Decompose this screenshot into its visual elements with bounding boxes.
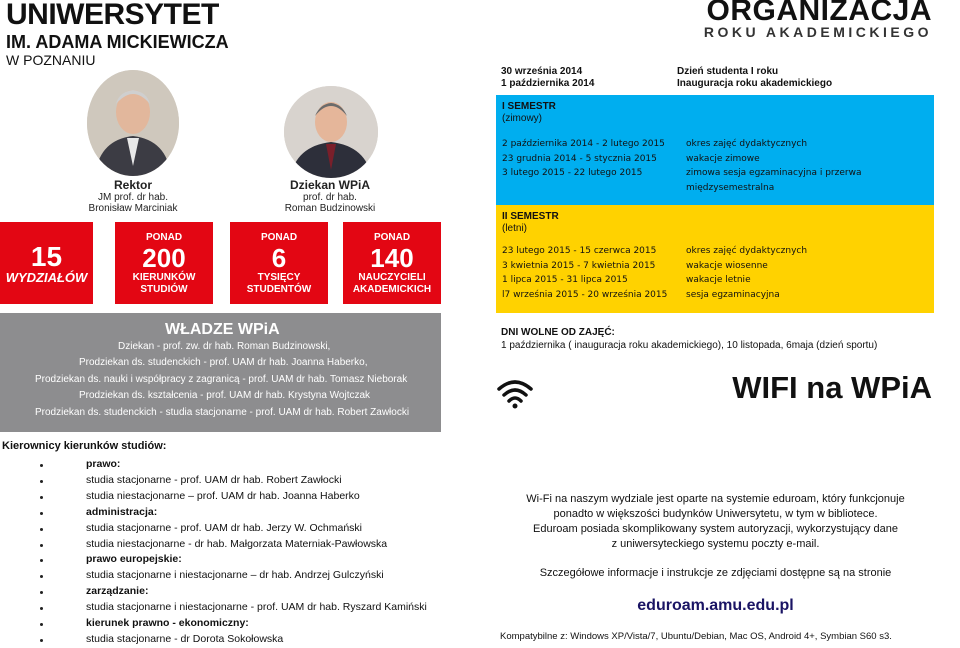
stat-faculties: [0, 222, 93, 304]
stat-students: [230, 222, 328, 304]
stat-label: NAUCZYCIELI: [358, 272, 426, 283]
free-days-title: DNI WOLNE OD ZAJĘĆ:: [501, 327, 615, 338]
semester-events: [686, 137, 861, 195]
stat-label: AKADEMICKICH: [352, 284, 432, 295]
program-heading: prawo europejskie:: [86, 553, 182, 566]
summer-semester-panel: [496, 205, 934, 313]
rector-degree: JM prof. dr hab.: [97, 192, 169, 203]
coordinator-line: studia stacjonarne - prof. UAM dr hab. Robert Zawłocki: [86, 473, 342, 486]
stat-label: STUDIÓW: [140, 284, 188, 295]
university-subtitle: IM. ADAMA MICKIEWICZA: [6, 32, 229, 52]
authority-line: Dziekan - prof. zw. dr hab. Roman Budzinowski,: [118, 341, 331, 352]
stat-number: 15: [30, 241, 63, 272]
date-line: 23 grudnia 2014 - 5 stycznia 2015: [502, 153, 657, 164]
dean-degree: prof. dr hab.: [303, 192, 357, 203]
university-city: W POZNANIU: [6, 52, 96, 68]
winter-semester-panel: [496, 95, 934, 207]
bullet: [40, 559, 43, 562]
semester-title: II SEMESTR: [502, 211, 559, 222]
wifi-line: Wi-Fi na naszym wydziale jest oparte na systemie eduroam, który funkcjonuje: [526, 493, 905, 505]
semester-note: (zimowy): [502, 113, 542, 124]
event-line: wakacje wiosenne: [686, 260, 768, 271]
wifi-title: WIFI na WPiA: [732, 370, 932, 405]
wifi-compat: Kompatybilne z: Windows XP/Vista/7, Ubuntu/Debian, Mac OS, Android 4+, Symbian S60 s3.: [500, 631, 892, 642]
coordinator-line: studia stacjonarne - dr Dorota Sokołowska: [86, 632, 284, 645]
bullet: [40, 639, 43, 642]
portrait-icon: [284, 86, 378, 178]
event-line: wakacje letnie: [686, 275, 751, 285]
rector-photo: [87, 70, 179, 176]
event-line: Inauguracja roku akademickiego: [677, 78, 833, 89]
semester-heading: [502, 101, 556, 125]
semester-dates: [502, 137, 665, 181]
event-line: okres zajęć dydaktycznych: [686, 246, 808, 256]
coordinator-line: studia stacjonarne i niestacjonarne – dr hab. Andrzej Gulczyński: [86, 569, 384, 582]
date-line: 2 października 2014 - 2 lutego 2015: [502, 139, 665, 149]
bullet: [40, 591, 43, 594]
dean-title: Dziekan WPiA: [289, 178, 370, 192]
dean-name: Roman Budzinowski: [284, 203, 376, 214]
event-line: międzysemestralna: [686, 182, 775, 193]
date-line: 3 kwietnia 2015 - 7 kwietnia 2015: [502, 260, 656, 271]
dean-caption: [260, 178, 400, 214]
bullet: [40, 544, 43, 547]
event-line: okres zajęć dydaktycznych: [686, 139, 808, 149]
authority-line: Prodziekan ds. studenckich - studia stacjonarne - prof. UAM dr hab. Robert Zawłocki: [35, 407, 410, 418]
wifi-line: Eduroam posiada skomplikowany system autoryzacji, wykorzystujący dane: [533, 523, 898, 535]
program-heading: prawo:: [86, 458, 121, 470]
stat-label: WYDZIAŁÓW: [5, 270, 88, 285]
bullet: [40, 607, 43, 610]
date-line: 1 lipca 2015 - 31 lipca 2015: [502, 275, 628, 285]
stat-label: STUDENTÓW: [246, 284, 312, 295]
stat-number: 200: [142, 243, 186, 273]
stat-number: 6: [271, 243, 287, 273]
program-heading: administracja:: [86, 505, 158, 518]
stat-prefix: PONAD: [260, 232, 298, 243]
bullet: [40, 496, 43, 499]
stat-programs: [115, 222, 213, 304]
event-line: Dzień studenta I roku: [677, 66, 779, 77]
date-line: 1 października 2014: [501, 78, 595, 89]
rector-name: Bronisław Marciniak: [88, 203, 178, 214]
date-line: 30 września 2014: [501, 66, 583, 77]
date-line: 3 lutego 2015 - 22 lutego 2015: [502, 168, 643, 178]
authorities-panel: [0, 313, 441, 432]
rector-title: Rektor: [113, 178, 152, 192]
authority-line: Prodziekan ds. studenckich - prof. UAM dr hab. Joanna Haberko,: [79, 357, 368, 368]
bullet: [40, 480, 43, 483]
rector-caption: [70, 178, 196, 214]
authorities-title: WŁADZE WPiA: [165, 321, 280, 338]
wifi-line: ponadto w większości budynków Uniwersytetu, w tym w bibliotece.: [553, 508, 878, 520]
program-heading: kierunek prawno - ekonomiczny:: [86, 617, 249, 629]
wifi-line: z uniwersyteckiego systemu poczty e-mail.: [611, 538, 820, 550]
stat-prefix: PONAD: [373, 232, 411, 243]
event-line: zimowa sesja egzaminacyjna i przerwa: [686, 168, 862, 178]
stat-label: KIERUNKÓW: [132, 272, 196, 283]
stat-teachers: [343, 222, 441, 304]
bullet: [40, 464, 43, 467]
bullet: [40, 512, 43, 515]
semester-events: [686, 244, 807, 302]
event-line: sesja egzaminacyjna: [686, 289, 780, 300]
coordinators-title: Kierownicy kierunków studiów:: [2, 440, 167, 452]
university-title: UNIWERSYTET: [6, 0, 219, 31]
date-line: 23 lutego 2015 - 15 czerwca 2015: [502, 246, 657, 256]
program-heading: zarządzanie:: [86, 585, 149, 598]
organization-subtitle: ROKU AKADEMICKIEGO: [703, 24, 932, 40]
top-dates: [501, 66, 594, 90]
free-days-text: 1 października ( inauguracja roku akademickiego), 10 listopada, 6maja (dzień sportu): [501, 340, 878, 351]
portrait-icon: [87, 70, 179, 176]
stat-label: TYSIĘCY: [257, 272, 301, 283]
dean-photo: [284, 86, 378, 178]
stat-prefix: PONAD: [145, 232, 183, 243]
stat-number: 140: [370, 243, 414, 273]
coordinator-line: studia stacjonarne - prof. UAM dr hab. Jerzy W. Ochmański: [86, 521, 363, 534]
wifi-info: Szczegółowe informacje i instrukcje ze zdjęciami dostępne są na stronie: [539, 567, 892, 579]
event-line: wakacje zimowe: [686, 153, 760, 164]
bullet: [40, 575, 43, 578]
semester-note: (letni): [502, 223, 528, 234]
organization-title: ORGANIZACJA: [706, 0, 932, 27]
date-line: l7 września 2015 - 20 września 2015: [502, 289, 668, 300]
free-days: [501, 326, 877, 352]
semester-title: I SEMESTR: [502, 101, 556, 112]
bullet: [40, 528, 43, 531]
coordinator-line: studia niestacjonarne - dr hab. Małgorzata Materniak-Pawłowska: [86, 537, 388, 550]
semester-heading: [502, 211, 559, 235]
coordinators-list: [0, 457, 460, 647]
wifi-icon: [497, 377, 533, 409]
authority-line: Prodziekan ds. nauki i współpracy z zagranicą - prof. UAM dr hab. Tomasz Nieborak: [35, 374, 408, 385]
coordinator-line: studia stacjonarne i niestacjonarne - prof. UAM dr hab. Ryszard Kamiński: [86, 601, 427, 614]
authority-line: Prodziekan ds. kształcenia - prof. UAM dr hab. Krystyna Wojtczak: [79, 390, 371, 401]
coordinator-line: studia niestacjonarne – prof. UAM dr hab. Joanna Haberko: [86, 489, 360, 502]
bullet: [40, 623, 43, 626]
wifi-description: [497, 492, 934, 552]
top-events: [677, 66, 832, 90]
semester-dates: [502, 244, 667, 302]
eduroam-link[interactable]: eduroam.amu.edu.pl: [637, 597, 794, 614]
